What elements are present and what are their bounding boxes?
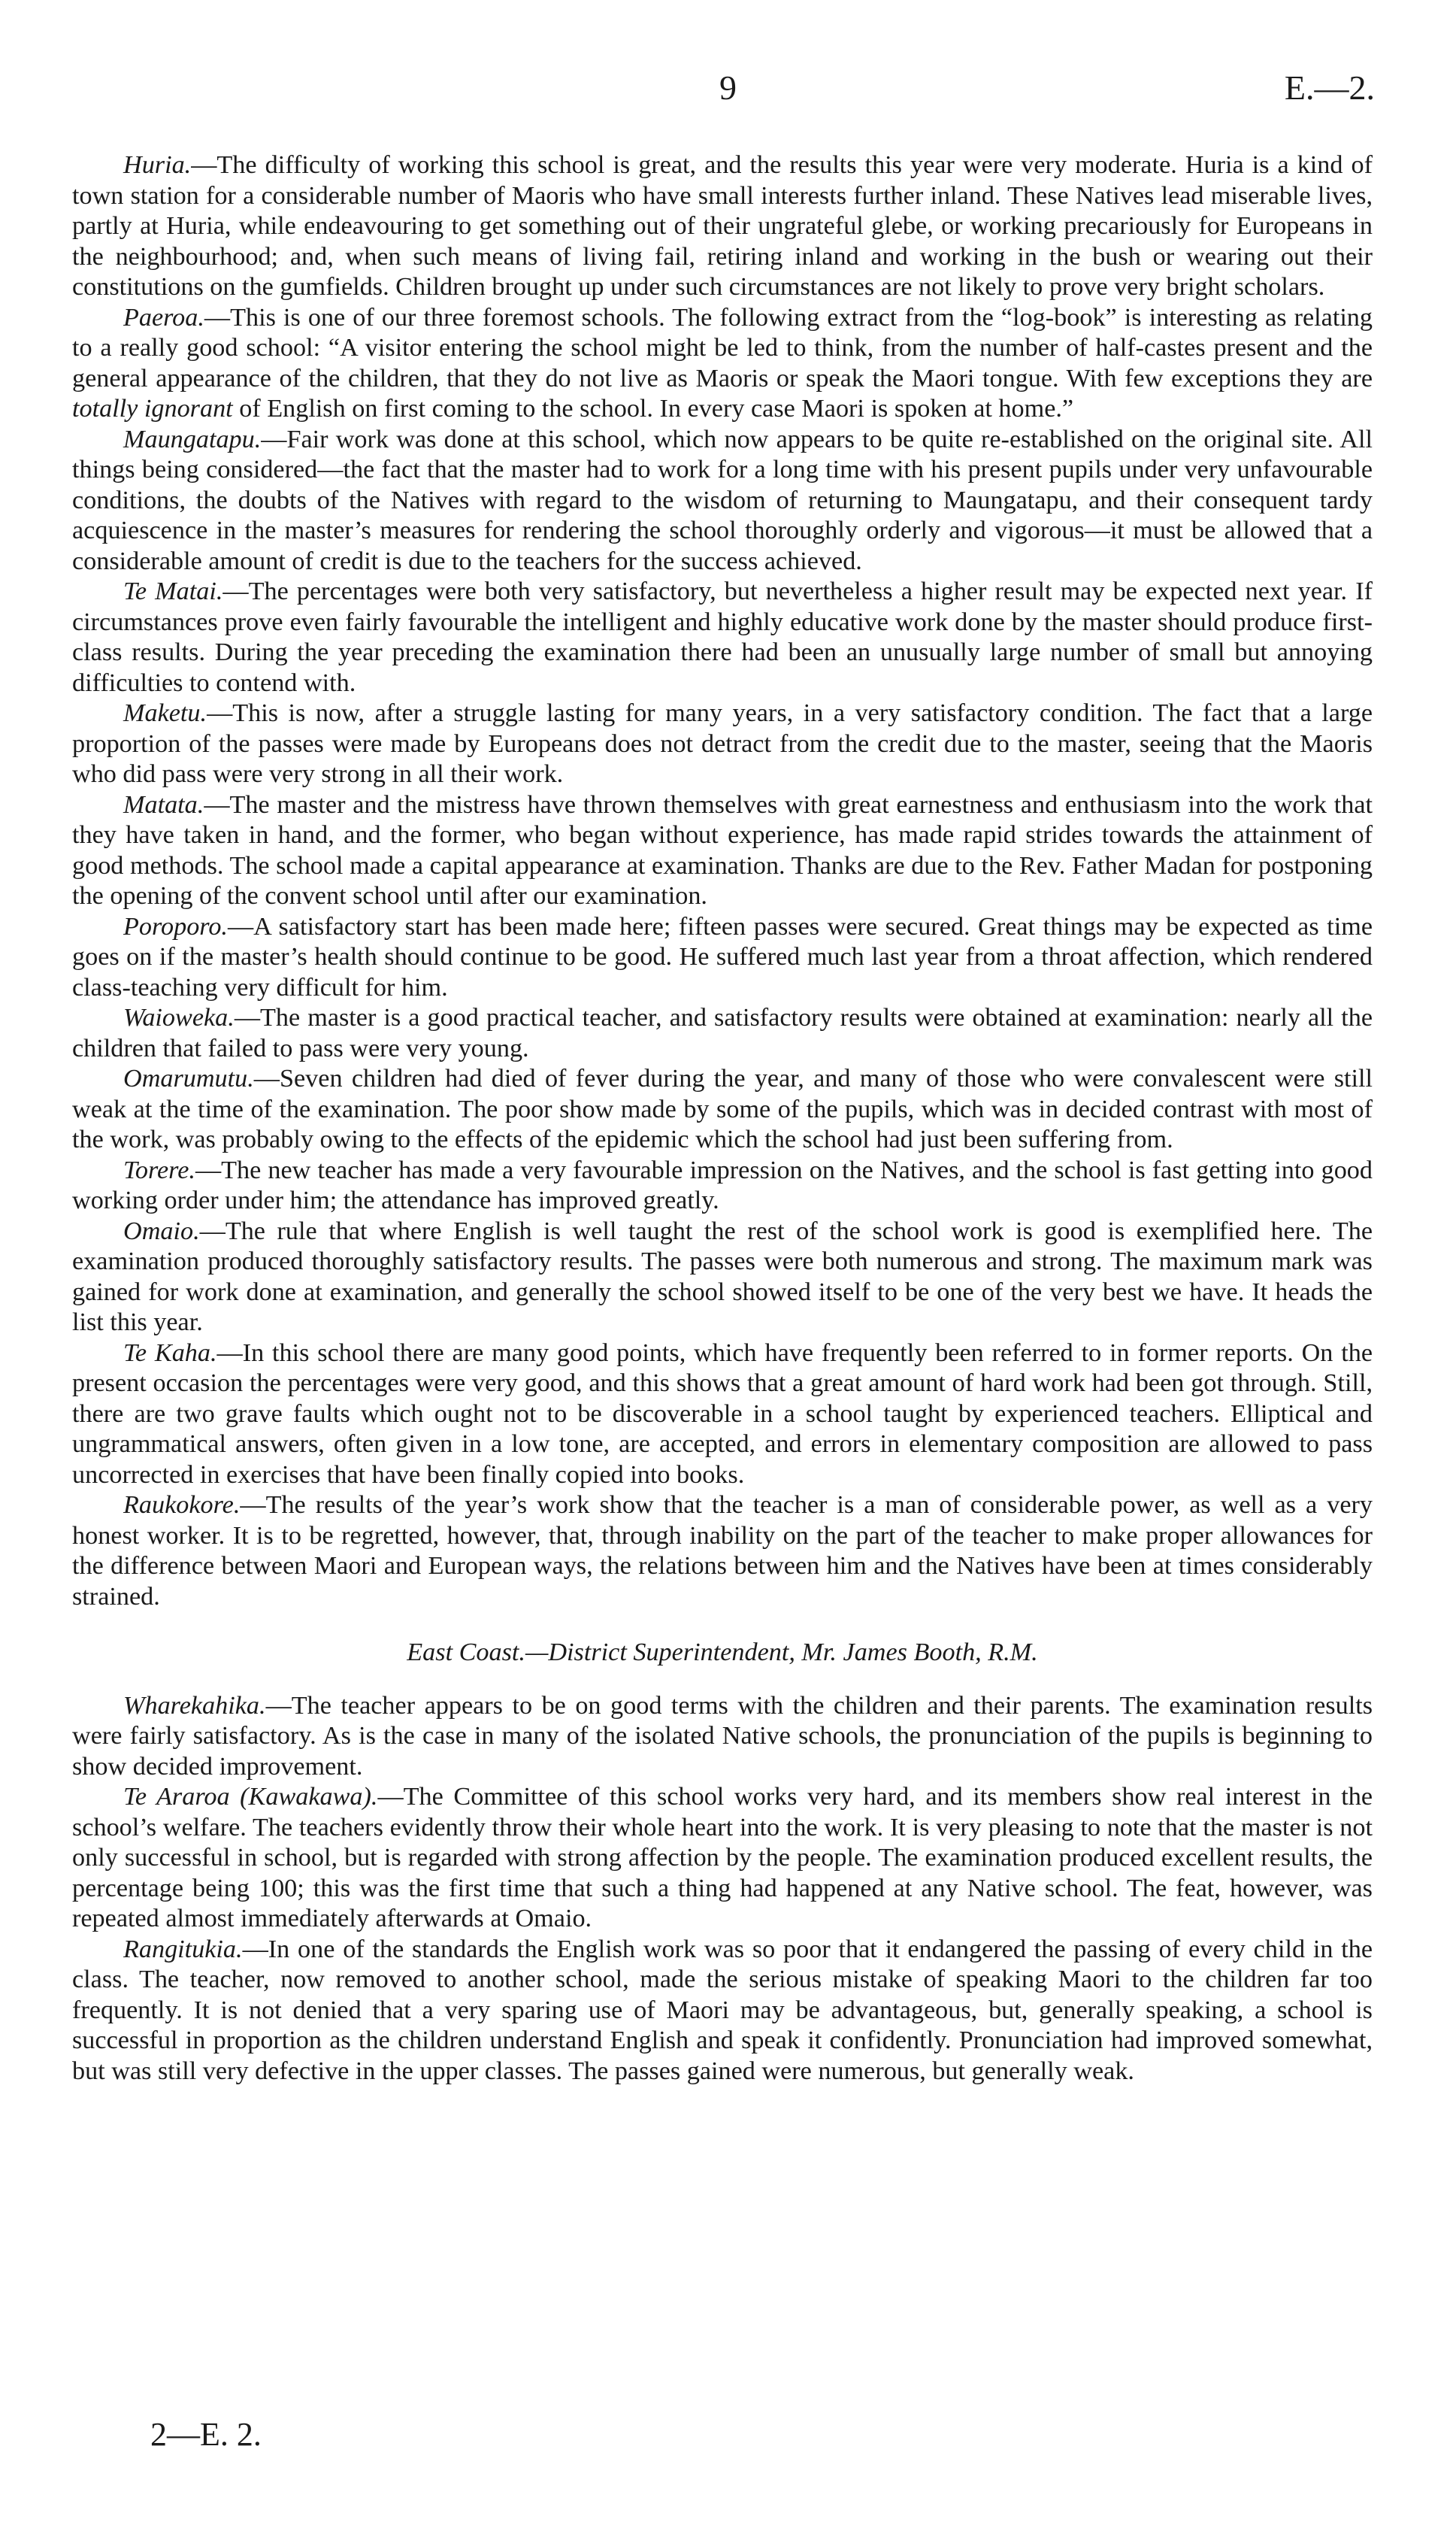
school-name: Omaio. <box>123 1217 200 1245</box>
paragraph-maungatapu <box>72 425 1373 577</box>
paragraph-text: —In this school there are many good points, which have frequently been referred to in former reports. On the present occasion the percentages were very good, and this shows that a great amount of hard work had been got through. Still, there are two grave faults which ought not to be discoverable in a school taught by experienced teachers. Elliptical and ungrammatical answers, often given in a low tone, are accepted, and errors in elementary composition are allowed to pass uncorrected in exercises that have been finally copied into books. <box>72 1338 1373 1489</box>
paragraph-maketu <box>72 699 1373 790</box>
school-name: Poroporo. <box>123 912 228 941</box>
paragraph-text-continued: of English on first coming to the school. In every case Maori is spoken at home.” <box>232 395 1074 423</box>
paragraph-omarumutu <box>72 1064 1373 1156</box>
paragraph-te-araroa <box>72 1782 1373 1935</box>
paragraph-text: —The results of the year’s work show that the teacher is a man of considerable power, as well as a very honest worker. It is to be regretted, however, that, through inability on the part of the teacher to make proper allowances for the difference between Maori and European ways, the relations between him and the Natives have been at times considerably strained. <box>72 1491 1373 1611</box>
paragraph-text: —This is now, after a struggle lasting for many years, in a very satisfactory condition. The fact that a large proportion of the passes were made by Europeans does not detract from the credit due to the master, seeing that the Maoris who did pass were very strong in all their work. <box>72 699 1373 788</box>
paragraph-text: —The rule that where English is well taught the rest of the school work is good is exemplified here. The examination produced thoroughly satisfactory results. The passes were both numerous and strong. The maximum mark was gained for work done at examination, and generally the school showed itself to be one of the very best we have. It heads the list this year. <box>72 1217 1373 1336</box>
paragraph-text: —The new teacher has made a very favourable impression on the Natives, and the school is fast getting into good working order under him; the attendance has improved greatly. <box>72 1156 1373 1214</box>
school-name: Huria. <box>123 151 192 179</box>
paragraph-te-matai <box>72 577 1373 699</box>
paragraph-text: —The difficulty of working this school is great, and the results this year were very moderate. Huria is a kind of town station for a considerable number of Maoris who have small interests further inland. These Natives lead miserable lives, partly at Huria, while endeavouring to get something out of their ungrateful glebe, or working precariously for Europeans in the neighbourhood; and, when such means of living fail, retiring inland and working in the bush or wearing out their constitutions on the gumfields. Children brought up under such circumstances are not likely to prove very bright scholars. <box>72 151 1373 301</box>
school-name: Wharekahika. <box>123 1691 266 1720</box>
page-number: 9 <box>719 68 737 107</box>
school-name: Te Matai. <box>123 577 223 605</box>
paragraph-text: —In one of the standards the English work was so poor that it endangered the passing of every child in the class. The teacher, now removed to another school, made the serious mistake of speaking Maori to the children far too frequently. It is not denied that a very sparing use of Maori may be advantageous, but, generally speaking, a school is successful in proportion as the children understand English and speak it confidently. Pronunciation had improved somewhat, but was still very defective in the upper classes. The passes gained were numerous, but generally weak. <box>72 1935 1373 2085</box>
body-text <box>72 150 1373 2087</box>
paragraph-te-kaha <box>72 1338 1373 1491</box>
school-name: Paeroa. <box>123 303 204 332</box>
section-bay-of-plenty-schools <box>72 150 1373 1612</box>
school-name: Omarumutu. <box>123 1065 254 1093</box>
paragraph-raukokore <box>72 1490 1373 1612</box>
school-name: Matata. <box>123 790 204 819</box>
paragraph-text: —The master is a good practical teacher, and satisfactory results were obtained at examination: nearly all the children that failed to pass were very young. <box>72 1004 1373 1062</box>
paragraph-omaio <box>72 1217 1373 1338</box>
paragraph-text: —A satisfactory start has been made here; fifteen passes were secured. Great things may be expected as time goes on if the master’s health should continue to be good. He suffered much last year from a throat affection, which rendered class-teaching very difficult for him. <box>72 912 1373 1002</box>
paragraph-poroporo <box>72 912 1373 1004</box>
paragraph-text: —Seven children had died of fever during the year, and many of those who were convalescent were still weak at the time of the examination. The poor show made by some of the pupils, which was in decided contrast with most of the work, was probably owing to the effects of the epidemic which the school had just been suffering from. <box>72 1065 1373 1153</box>
paragraph-text: —This is one of our three foremost schools. The following extract from the “log-book” is interesting as relating to a really good school: “A visitor entering the school might be led to think, from the number of half-castes present and the general appearance of the children, that they do not live as Maoris or speak the Maori tongue. With few exceptions they are <box>72 303 1373 393</box>
paragraph-text: —The master and the mistress have thrown themselves with great earnestness and enthusiasm into the work that they have taken in hand, and the former, who began without experience, has made rapid strides towards the attainment of good methods. The school made a capital appearance at examination. Thanks are due to the Rev. Father Madan for postponing the opening of the convent school until after our examination. <box>72 790 1373 910</box>
paragraph-huria <box>72 150 1373 303</box>
section-east-coast-schools <box>72 1691 1373 2087</box>
paragraph-paeroa <box>72 303 1373 425</box>
paragraph-torere <box>72 1156 1373 1217</box>
page-code: E.—2. <box>1284 68 1375 107</box>
paragraph-text: —The Committee of this school works very hard, and its members show real interest in the school’s welfare. The teachers evidently throw their whole heart into the work. It is very pleasing to note that the master is not only successful in school, but is regarded with strong affection by the people. The examination produced excellent results, the percentage being 100; this was the first time that such a thing had happened at any Native school. The feat, however, was repeated almost immediately afterwards at Omaio. <box>72 1783 1373 1932</box>
paragraph-wharekahika <box>72 1691 1373 1783</box>
school-name: Rangitukia. <box>123 1935 243 1963</box>
school-name: Te Araroa (Kawakawa). <box>123 1783 378 1811</box>
school-name: Raukokore. <box>123 1491 241 1519</box>
paragraph-text: —The teacher appears to be on good terms with the children and their parents. The examination results were fairly satisfactory. As is the case in many of the isolated Native schools, the pronunciation of the pupils is beginning to show decided improvement. <box>72 1691 1373 1781</box>
page-signature: 2—E. 2. <box>150 2416 262 2453</box>
paragraph-text: —The percentages were both very satisfactory, but nevertheless a higher result may be expected next year. If circumstances prove even fairly favourable the intelligent and highly educative work done by the master should produce first-class results. During the year preceding the examination there had been an unusually large number of small but annoying difficulties to contend with. <box>72 577 1373 697</box>
emphasis-text: totally ignorant <box>72 395 233 423</box>
school-name: Maketu. <box>123 699 207 727</box>
school-name: Te Kaha. <box>123 1338 217 1367</box>
paragraph-rangitukia <box>72 1935 1373 2087</box>
paragraph-waioweka <box>72 1003 1373 1064</box>
paragraph-matata <box>72 790 1373 912</box>
school-name: Waioweka. <box>123 1004 235 1032</box>
section-heading-east-coast: East Coast.—District Superintendent, Mr. James Booth, R.M. <box>407 1638 1038 1666</box>
paragraph-text: —Fair work was done at this school, which now appears to be quite re-established on the original site. All things being considered—the fact that the master had to work for a long time with his present pupils under very unfavourable conditions, the doubts of the Natives with regard to the wisdom of returning to Maungatapu, and their consequent tardy acquiescence in the master’s measures for rendering the school thoroughly orderly and vigorous—it must be allowed that a considerable amount of credit is due to the teachers for the success achieved. <box>72 425 1373 575</box>
school-name: Maungatapu. <box>123 425 262 453</box>
school-name: Torere. <box>123 1156 195 1184</box>
